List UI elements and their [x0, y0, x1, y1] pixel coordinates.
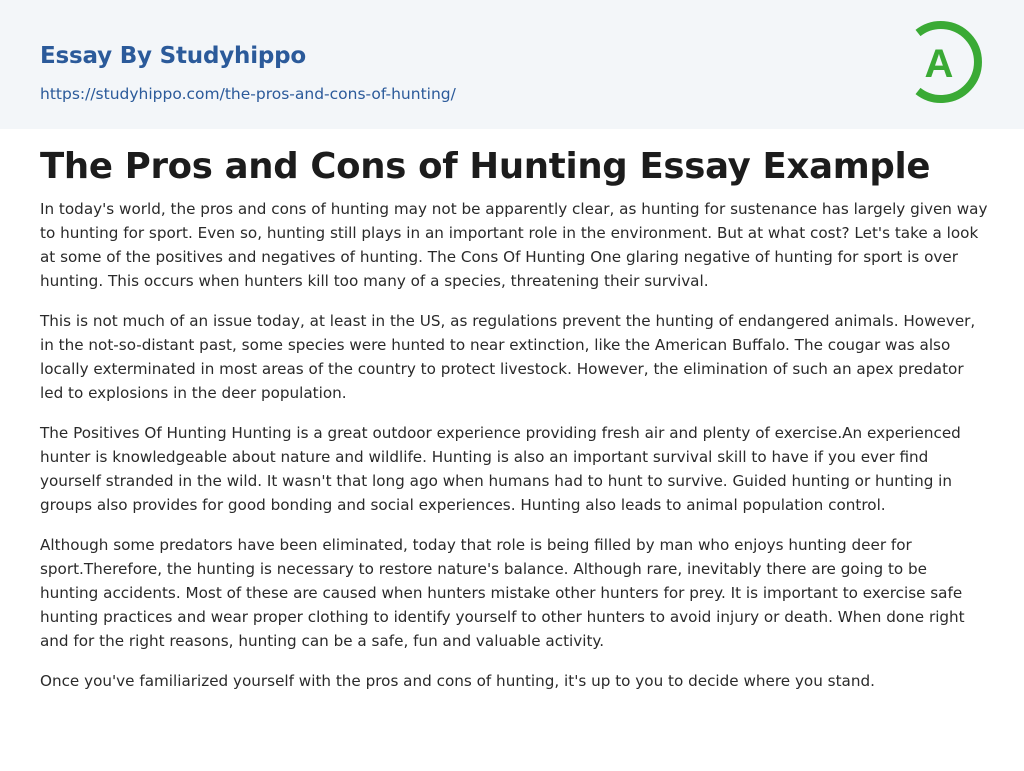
site-title: Essay By Studyhippo — [40, 43, 307, 69]
essay-paragraph: The Positives Of Hunting Hunting is a great outdoor experience providing fresh air and plenty of exercise.An experienced hunter is knowledgeable about nature and wildlife. Hunting is also an important survival skill to have if you ever find yourself stranded in the wild. It wasn't that long ago when humans had to hunt to survive. Guided hunting or hunting in groups also provides for good bonding and social experiences. Hunting also leads to animal population control. — [40, 424, 961, 514]
essay-paragraph: Once you've familiarized yourself with the pros and cons of hunting, it's up to you to decide where you stand. — [40, 672, 875, 690]
studyhippo-logo[interactable] — [912, 19, 986, 105]
essay-paragraph: In today's world, the pros and cons of hunting may not be apparently clear, as hunting for sustenance has largely given way to hunting for sport. Even so, hunting still plays in an important role in the environment. But at what cost? Let's take a look at some of the positives and negatives of hunting. The Cons Of Hunting One glaring negative of hunting for sport is over hunting. This occurs when hunters kill too many of a species, threatening their survival. — [40, 200, 988, 290]
page-header — [0, 0, 1024, 129]
logo-letter: A — [924, 42, 954, 86]
essay-paragraph: This is not much of an issue today, at least in the US, as regulations prevent the hunting of endangered animals. However, in the not-so-distant past, some species were hunted to near extinction, like the American Buffalo. The cougar was also locally exterminated in most areas of the country to protect livestock. However, the elimination of such an apex predator led to explosions in the deer population. — [40, 312, 976, 402]
essay-title: The Pros and Cons of Hunting Essay Example — [40, 146, 931, 187]
essay-content — [40, 142, 988, 709]
source-url-link[interactable]: https://studyhippo.com/the-pros-and-cons-of-hunting/ — [40, 85, 456, 103]
logo-ring-icon — [912, 19, 986, 105]
essay-paragraph: Although some predators have been eliminated, today that role is being filled by man who enjoys hunting deer for sport.Therefore, the hunting is necessary to restore nature's balance. Although rare, inevitably there are going to be hunting accidents. Most of these are caused when hunters mistake other hunters for prey. It is important to exercise safe hunting practices and wear proper clothing to identify yourself to other hunters to avoid injury or death. When done right and for the right reasons, hunting can be a safe, fun and valuable activity. — [40, 536, 965, 650]
